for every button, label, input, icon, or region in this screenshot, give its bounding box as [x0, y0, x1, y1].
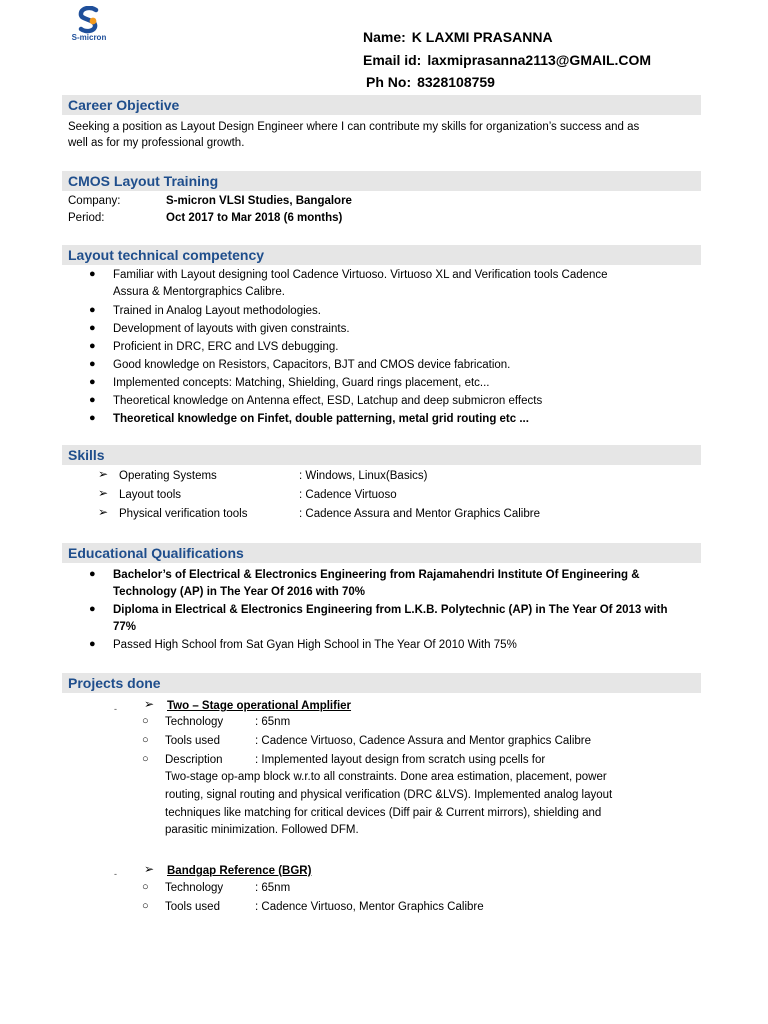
project-2-tools-label: Tools used — [165, 901, 220, 913]
arrow-bullet-icon: ➢ — [98, 505, 109, 519]
project-1-desc-line: Two-stage op-amp block w.r.to all constraints. Done area estimation, placement, power — [165, 771, 607, 783]
bullet-icon: ● — [89, 358, 96, 370]
name-label: Name: — [363, 29, 406, 45]
competency-item: Development of layouts with given constraints. — [113, 323, 350, 335]
education-item: Technology (AP) in The Year Of 2016 with 70% — [113, 586, 366, 598]
contact-email — [363, 52, 651, 68]
bullet-icon: ● — [89, 568, 96, 580]
name-value: K LAXMI PRASANNA — [411, 29, 553, 45]
project-2-tech: : 65nm — [255, 882, 291, 894]
arrow-bullet-icon: ➢ — [98, 486, 109, 500]
contact-name — [363, 29, 553, 45]
bullet-icon: ● — [89, 638, 96, 650]
project-2-title: Bandgap Reference (BGR) — [167, 865, 312, 877]
competency-item: Assura & Mentorgraphics Calibre. — [113, 286, 285, 298]
bullet-icon: ● — [89, 376, 96, 388]
project-1-tools-label: Tools used — [165, 735, 220, 747]
contact-phone — [366, 74, 495, 90]
company-value: S-micron VLSI Studies, Bangalore — [166, 195, 352, 207]
section-education: Educational Qualifications — [62, 543, 701, 563]
competency-item: Familiar with Layout designing tool Cadence Virtuoso. Virtuoso XL and Verification tools Cadence — [113, 269, 608, 281]
section-career-objective: Career Objective — [62, 95, 701, 115]
bullet-icon: ● — [89, 304, 96, 316]
bullet-icon: ● — [89, 412, 96, 424]
circle-bullet-icon: ○ — [142, 900, 149, 912]
s-micron-logo — [66, 6, 112, 46]
arrow-bullet-icon: ➢ — [144, 862, 155, 876]
skill-value: : Cadence Assura and Mentor Graphics Calibre — [299, 508, 540, 520]
skill-value: : Cadence Virtuoso — [299, 489, 397, 501]
competency-item: Implemented concepts: Matching, Shielding, Guard rings placement, etc... — [113, 377, 490, 389]
skill-label: Layout tools — [119, 489, 182, 501]
competency-item: Trained in Analog Layout methodologies. — [113, 305, 321, 317]
education-item: Passed High School from Sat Gyan High School in The Year Of 2010 With 75% — [113, 639, 517, 651]
project-1-desc: : Implemented layout design from scratch using pcells for — [255, 754, 546, 766]
project-2-tools: : Cadence Virtuoso, Mentor Graphics Calibre — [255, 901, 484, 913]
circle-bullet-icon: ○ — [142, 715, 149, 727]
bullet-icon: ● — [89, 322, 96, 334]
education-item: Diploma in Electrical & Electronics Engineering from L.K.B. Polytechnic (AP) in The Year Of 2013 with — [113, 604, 668, 616]
bullet-icon: ● — [89, 394, 96, 406]
email-value[interactable]: laxmiprasanna2113@GMAIL.COM — [427, 52, 652, 68]
company-label: Company: — [68, 195, 121, 207]
competency-item: Good knowledge on Resistors, Capacitors, BJT and CMOS device fabrication. — [113, 359, 511, 371]
s-micron-logo-mark-icon — [76, 6, 102, 34]
circle-bullet-icon: ○ — [142, 881, 149, 893]
project-1-desc-line: techniques like matching for critical devices (Diff pair & Current mirrors), shielding and — [165, 807, 602, 819]
skill-label: Physical verification tools — [119, 508, 248, 520]
skill-label: Operating Systems — [119, 470, 217, 482]
project-1-desc-line: parasitic minimization. Followed DFM. — [165, 824, 359, 836]
project-1-tools: : Cadence Virtuoso, Cadence Assura and Mentor graphics Calibre — [255, 735, 592, 747]
period-value: Oct 2017 to Mar 2018 (6 months) — [166, 212, 343, 224]
competency-item: Proficient in DRC, ERC and LVS debugging. — [113, 341, 339, 353]
project-1-tech: : 65nm — [255, 716, 291, 728]
arrow-bullet-icon: ➢ — [98, 467, 109, 481]
dash-mark: - — [114, 704, 117, 714]
email-label: Email id: — [363, 52, 422, 68]
bullet-icon: ● — [89, 340, 96, 352]
competency-item: Theoretical knowledge on Finfet, double patterning, metal grid routing etc ... — [113, 413, 529, 425]
education-item: Bachelor’s of Electrical & Electronics Engineering from Rajamahendri Institute Of Engineering & — [113, 569, 640, 581]
bullet-icon: ● — [89, 603, 96, 615]
career-line-2: well as for my professional growth. — [68, 137, 245, 149]
section-layout-competency: Layout technical competency — [62, 245, 701, 265]
logo-text: S-micron — [71, 33, 107, 42]
skill-value: : Windows, Linux(Basics) — [299, 470, 428, 482]
period-label: Period: — [68, 212, 105, 224]
project-1-desc-line: routing, signal routing and physical verification (DRC &LVS). Implemented analog layout — [165, 789, 613, 801]
circle-bullet-icon: ○ — [142, 734, 149, 746]
section-projects: Projects done — [62, 673, 701, 693]
bullet-icon: ● — [89, 268, 96, 280]
section-skills: Skills — [62, 445, 701, 465]
section-cmos-layout-training: CMOS Layout Training — [62, 171, 701, 191]
arrow-bullet-icon: ➢ — [144, 697, 155, 711]
project-1-title: Two – Stage operational Amplifier — [167, 700, 352, 712]
education-item: 77% — [113, 621, 137, 633]
career-line-1: Seeking a position as Layout Design Engineer where I can contribute my skills for organization’s success and as — [68, 121, 640, 133]
project-2-tech-label: Technology — [165, 882, 224, 894]
project-1-desc-label: Description — [165, 754, 223, 766]
dash-mark: - — [114, 869, 117, 879]
phone-label: Ph No: — [366, 74, 412, 90]
project-1-tech-label: Technology — [165, 716, 224, 728]
circle-bullet-icon: ○ — [142, 753, 149, 765]
phone-value: 8328108759 — [417, 74, 495, 90]
competency-item: Theoretical knowledge on Antenna effect, ESD, Latchup and deep submicron effects — [113, 395, 543, 407]
